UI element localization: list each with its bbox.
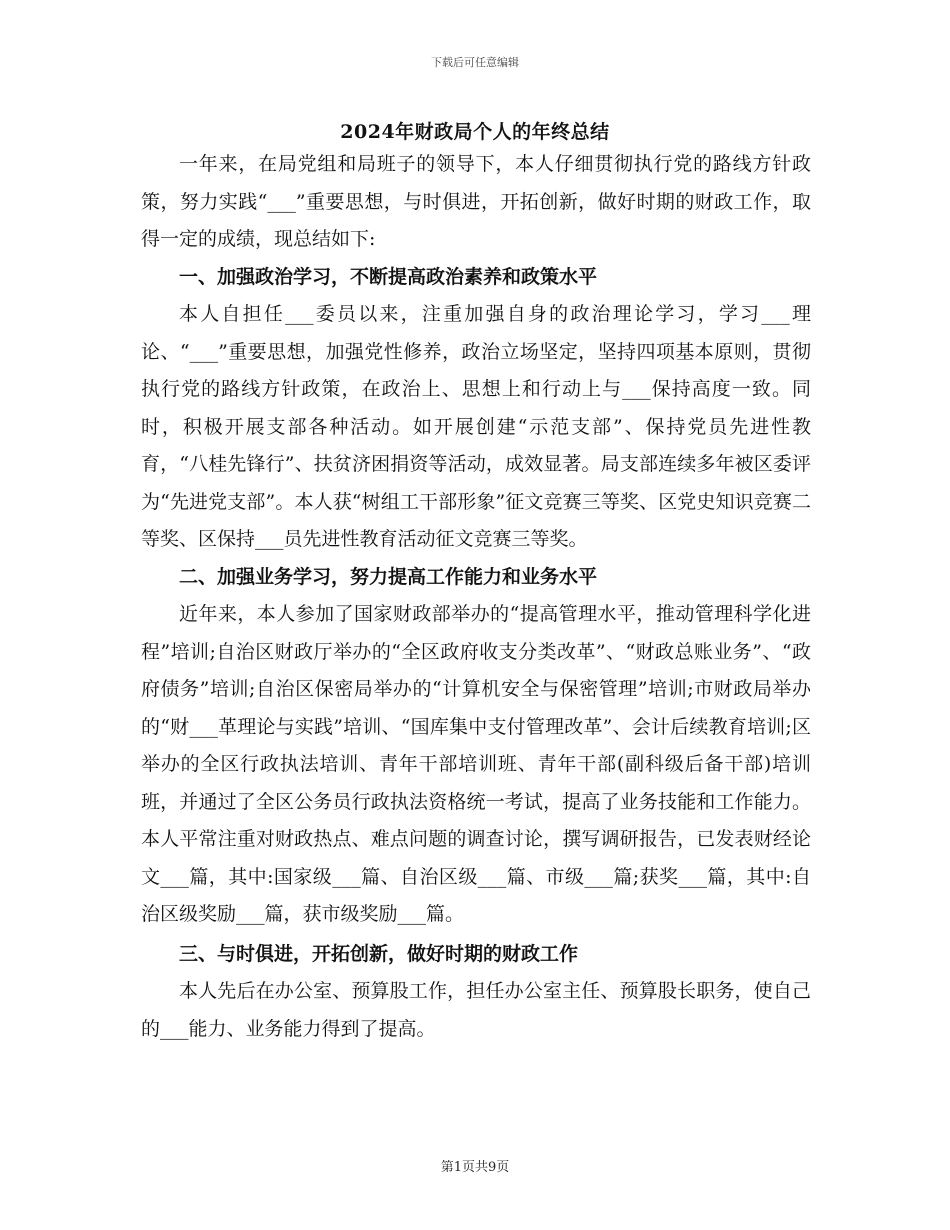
document-body [141,146,811,1048]
section-heading-1: 一、加强政治学习，不断提高政治素养和政策水平 [179,265,598,288]
section-paragraph-1: 本人自担任___委员以来，注重加强自身的政治理论学习，学习___理论、“___”重要思想，加强党性修养，政治立场坚定，坚持四项基本原则，贯彻执行党的路线方针政策，在政治上、思想上和行动上与___保持高度一致。同时，积极开展支部各种活动。如开展创建“示范支部”、保持党员先进性教育，“八桂先锋行”、扶贫济困捐资等活动，成效显著。局支部连续多年被区委评为“先进党支部”。本人获“树组工干部形象”征文竞赛三等奖、区党史知识竞赛二等奖、区保持___员先进性教育活动征文竞赛三等奖。 [141,303,811,550]
header-note: 下载后可任意编辑 [431,56,519,69]
page-footer: 第1页共9页 [440,1160,510,1175]
section-heading-3: 三、与时俱进，开拓创新，做好时期的财政工作 [179,942,579,965]
section-paragraph-2: 近年来，本人参加了国家财政部举办的“提高管理水平，推动管理科学化进程”培训;自治区财政厅举办的“全区政府收支分类改革”、“财政总账业务”、“政府债务”培训;自治区保密局举办的“计算机安全与保密管理”培训;市财政局举办的“财___革理论与实践”培训、“国库集中支付管理改革”、会计后续教育培训;区举办的全区行政执法培训、青年干部培训班、青年干部(副科级后备干部)培训班，并通过了全区公务员行政执法资格统一考试，提高了业务技能和工作能力。本人平常注重对财政热点、难点问题的调查讨论，撰写调研报告，已发表财经论文___篇，其中:国家级___篇、自治区级___篇、市级___篇;获奖___篇，其中:自治区级奖励___篇，获市级奖励___篇。 [141,603,811,925]
section-heading-2: 二、加强业务学习，努力提高工作能力和业务水平 [179,565,598,588]
intro-paragraph: 一年来，在局党组和局班子的领导下，本人仔细贯彻执行党的路线方针政策，努力实践“___”重要思想，与时俱进，开拓创新，做好时期的财政工作，取得一定的成绩，现总结如下: [141,153,811,250]
section-paragraph-3: 本人先后在办公室、预算股工作，担任办公室主任、预算股长职务，使自己的___能力、业务能力得到了提高。 [141,980,811,1040]
document-title: 2024年财政局个人的年终总结 [340,121,610,143]
